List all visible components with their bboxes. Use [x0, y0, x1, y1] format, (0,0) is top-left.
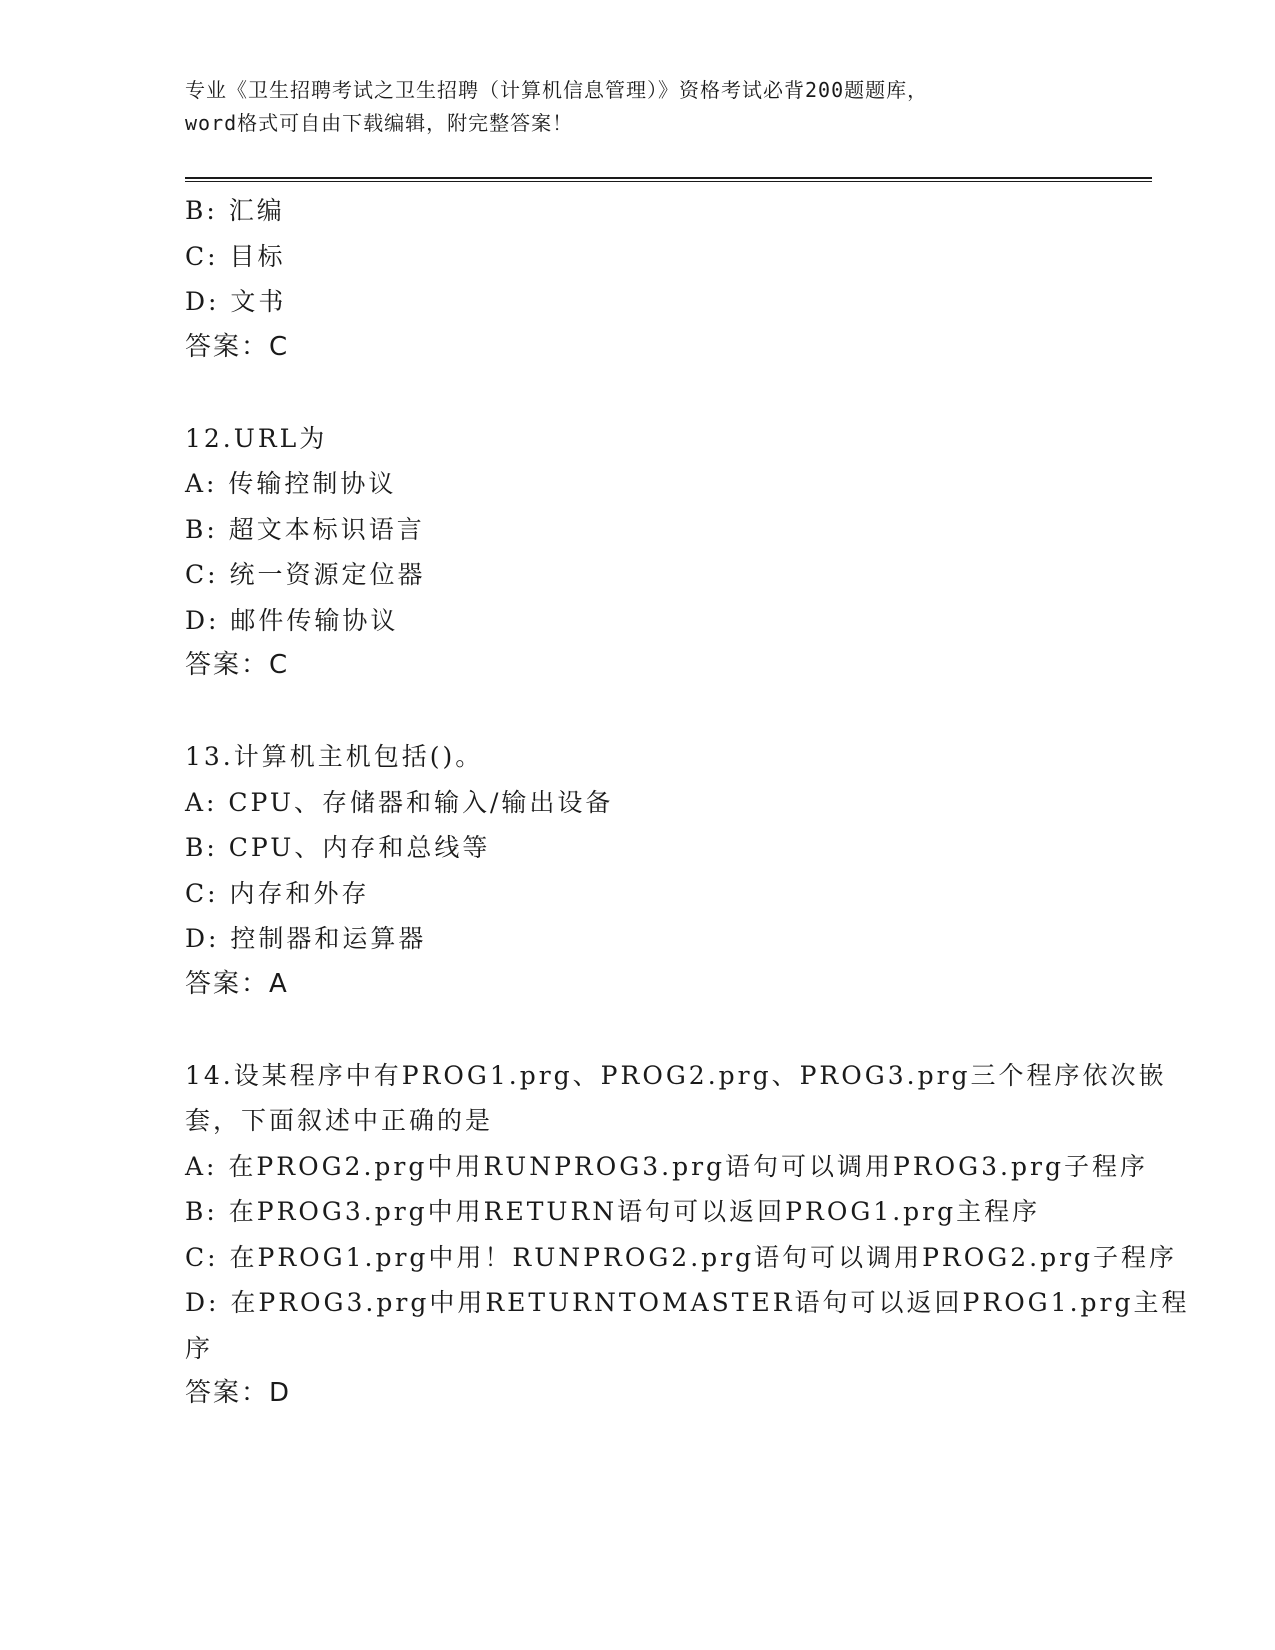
question-line: 13.计算机主机包括()。 — [185, 742, 484, 771]
answer-line: 答案：C — [185, 650, 290, 680]
question-line: C: 内存和外存 — [185, 878, 370, 908]
block-spacer — [185, 689, 1085, 735]
question-line: 序 — [185, 1333, 214, 1363]
question-line: 12.URL为 — [185, 423, 328, 453]
header-divider-thick — [185, 177, 1152, 179]
question-line: B: 超文本标识语言 — [185, 514, 425, 544]
document-header — [185, 74, 1065, 140]
header-divider-thin — [185, 181, 1152, 182]
block-spacer — [185, 1007, 1085, 1053]
question-line: 14.设某程序中有PROG1.prg、PROG2.prg、PROG3.prg三个程序依次嵌 — [185, 1060, 1167, 1090]
question-line: B: 在PROG3.prg中用RETURN语句可以返回PROG1.prg主程序 — [185, 1197, 1041, 1226]
block-spacer — [185, 370, 1085, 416]
question-line: A: CPU、存储器和输入/输出设备 — [185, 787, 614, 817]
answer-line: 答案：D — [185, 1378, 292, 1408]
question-block-12 — [185, 416, 1085, 689]
question-line: B: CPU、内存和总线等 — [185, 833, 491, 862]
question-line: A: 传输控制协议 — [185, 469, 397, 498]
header-line-2: word格式可自由下载编辑，附完整答案！ — [185, 111, 574, 135]
answer-line: 答案：C — [185, 331, 290, 362]
question-list — [185, 188, 1190, 1417]
question-line: C: 目标 — [185, 241, 286, 271]
header-line-1: 专业《卫生招聘考试之卫生招聘（计算机信息管理）》资格考试必背200题题库， — [185, 78, 929, 102]
question-block-13 — [185, 734, 1085, 1007]
question-line: D: 在PROG3.prg中用RETURNTOMASTER语句可以返回PROG1.prg主程 — [185, 1288, 1190, 1317]
question-line: C: 在PROG1.prg中用！RUNPROG2.prg语句可以调用PROG2.prg子程序 — [185, 1242, 1178, 1272]
question-block-14 — [185, 1053, 1190, 1417]
question-line: D: 控制器和运算器 — [185, 924, 427, 953]
question-line: D: 文书 — [185, 287, 287, 316]
question-line: 套，下面叙述中正确的是 — [185, 1106, 494, 1135]
question-line: D: 邮件传输协议 — [185, 605, 399, 635]
question-line: B: 汇编 — [185, 196, 285, 225]
question-block-11 — [185, 188, 1085, 370]
question-line: C: 统一资源定位器 — [185, 560, 426, 589]
question-line: A: 在PROG2.prg中用RUNPROG3.prg语句可以调用PROG3.prg子程序 — [185, 1151, 1148, 1181]
answer-line: 答案：A — [185, 968, 289, 999]
